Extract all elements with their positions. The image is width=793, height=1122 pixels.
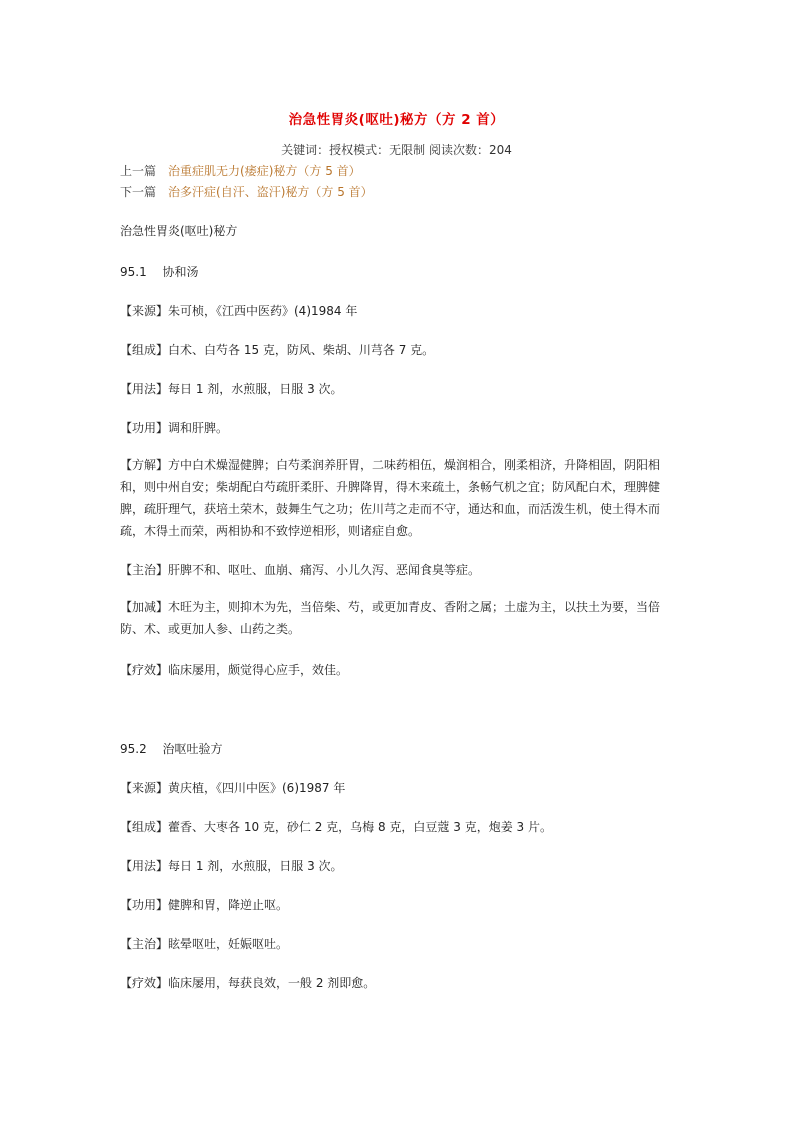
section2-source: 【来源】黄庆植，《四川中医》(6)1987 年 [120,781,346,795]
section1-indications: 【主治】肝脾不和、呕吐、血崩、痛泻、小儿久泻、恶闻食臭等症。 [120,563,481,577]
prev-label: 上一篇 [120,164,157,178]
next-article-link[interactable]: 治多汗症(自汗、盗汗)秘方（方 5 首） [168,185,373,199]
section2-effect: 【功用】健脾和胃，降逆止呕。 [120,898,289,912]
prev-article-link[interactable]: 治重症肌无力(痿症)秘方（方 5 首） [168,164,361,178]
intro-text: 治急性胃炎(呕吐)秘方 [120,224,238,238]
section1-modifications: 【加减】木旺为主，则抑木为先，当倍柴、芍，或更加青皮、香附之属；土虚为主，以扶土为要，当倍防、术、或更加人参、山药之类。 [120,600,661,636]
section2-efficacy: 【疗效】临床屡用，每获良效，一般 2 剂即愈。 [120,976,376,990]
next-article-row [120,183,373,200]
section1-explanation: 【方解】方中白术燥湿健脾；白芍柔润养肝胃，二味药相伍，燥润相合，刚柔相济，升降相固，阴阳相和，则中州自安；柴胡配白芍疏肝柔肝、升脾降胃，得木来疏土，条畅气机之宜；防风配白术，理脾健脾，疏肝理气，获培土荣木，鼓舞生气之功；佐川芎之走而不守，通达和血，而活泼生机，使土得木而疏，木得土而荣，两相协和不致悖逆相形，则诸症自愈。 [120,458,661,538]
section1-composition: 【组成】白术、白芍各 15 克，防风、柴胡、川芎各 7 克。 [120,343,435,357]
section2-composition: 【组成】藿香、大枣各 10 克，砂仁 2 克，乌梅 8 克，白豆蔻 3 克，炮姜 3 片。 [120,820,552,834]
page-title: 治急性胃炎(呕吐)秘方（方 2 首） [288,112,505,128]
next-label: 下一篇 [120,185,157,199]
section2-heading: 95.2 治呕吐验方 [120,742,223,756]
section1-source: 【来源】朱可桢，《江西中医药》(4)1984 年 [120,304,358,318]
section1-heading: 95.1 协和汤 [120,265,199,279]
section1-usage: 【用法】每日 1 剂，水煎服，日服 3 次。 [120,382,343,396]
section2-usage: 【用法】每日 1 剂，水煎服，日服 3 次。 [120,859,343,873]
section1-efficacy: 【疗效】临床屡用，颇觉得心应手，效佳。 [120,663,349,677]
prev-article-row [120,162,361,179]
section1-effect: 【功用】调和肝脾。 [120,421,229,435]
meta-info: 关键词：授权模式：无限制 阅读次数：204 [281,143,512,157]
section2-indications: 【主治】眩晕呕吐，妊娠呕吐。 [120,937,289,951]
